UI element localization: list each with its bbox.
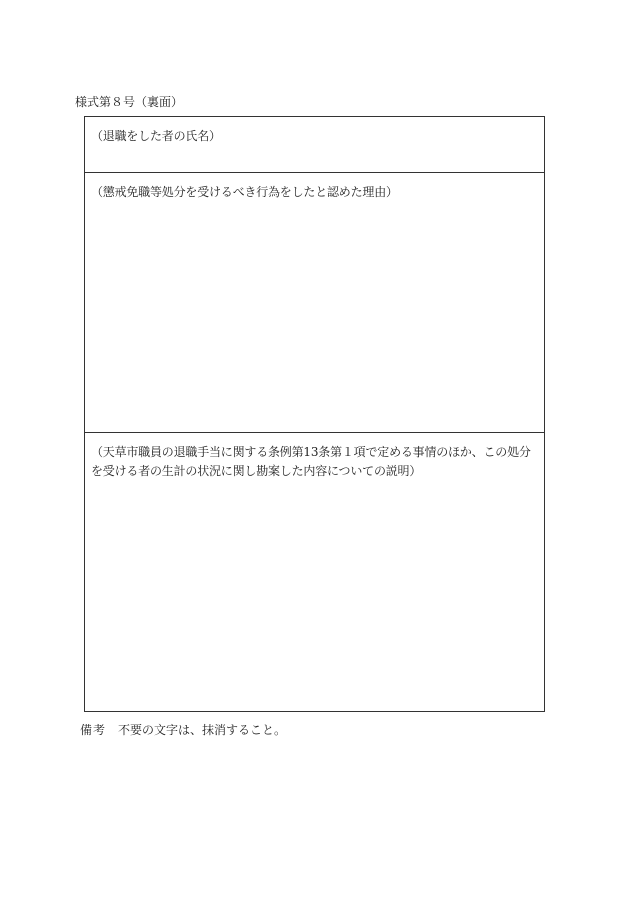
remarks-heading: 備考 bbox=[80, 723, 107, 737]
form-table bbox=[84, 116, 545, 712]
retiree-name-section[interactable] bbox=[85, 117, 544, 173]
disciplinary-reason-label: （懲戒免職等処分を受けるべき行為をしたと認めた理由） bbox=[91, 185, 398, 199]
form-number: 様式第８号（裏面） bbox=[75, 95, 184, 109]
retiree-name-label: （退職をした者の氏名） bbox=[91, 129, 221, 143]
circumstances-explanation-section[interactable] bbox=[85, 433, 544, 711]
remarks-text: 不要の文字は、抹消すること。 bbox=[118, 723, 287, 737]
remarks bbox=[80, 722, 286, 738]
circumstances-explanation-label: （天草市職員の退職手当に関する条例第13条第１項で定める事情のほか、この処分を受ける者の生計の状況に関し勘案した内容についての説明） bbox=[91, 445, 531, 478]
disciplinary-reason-section[interactable] bbox=[85, 173, 544, 433]
